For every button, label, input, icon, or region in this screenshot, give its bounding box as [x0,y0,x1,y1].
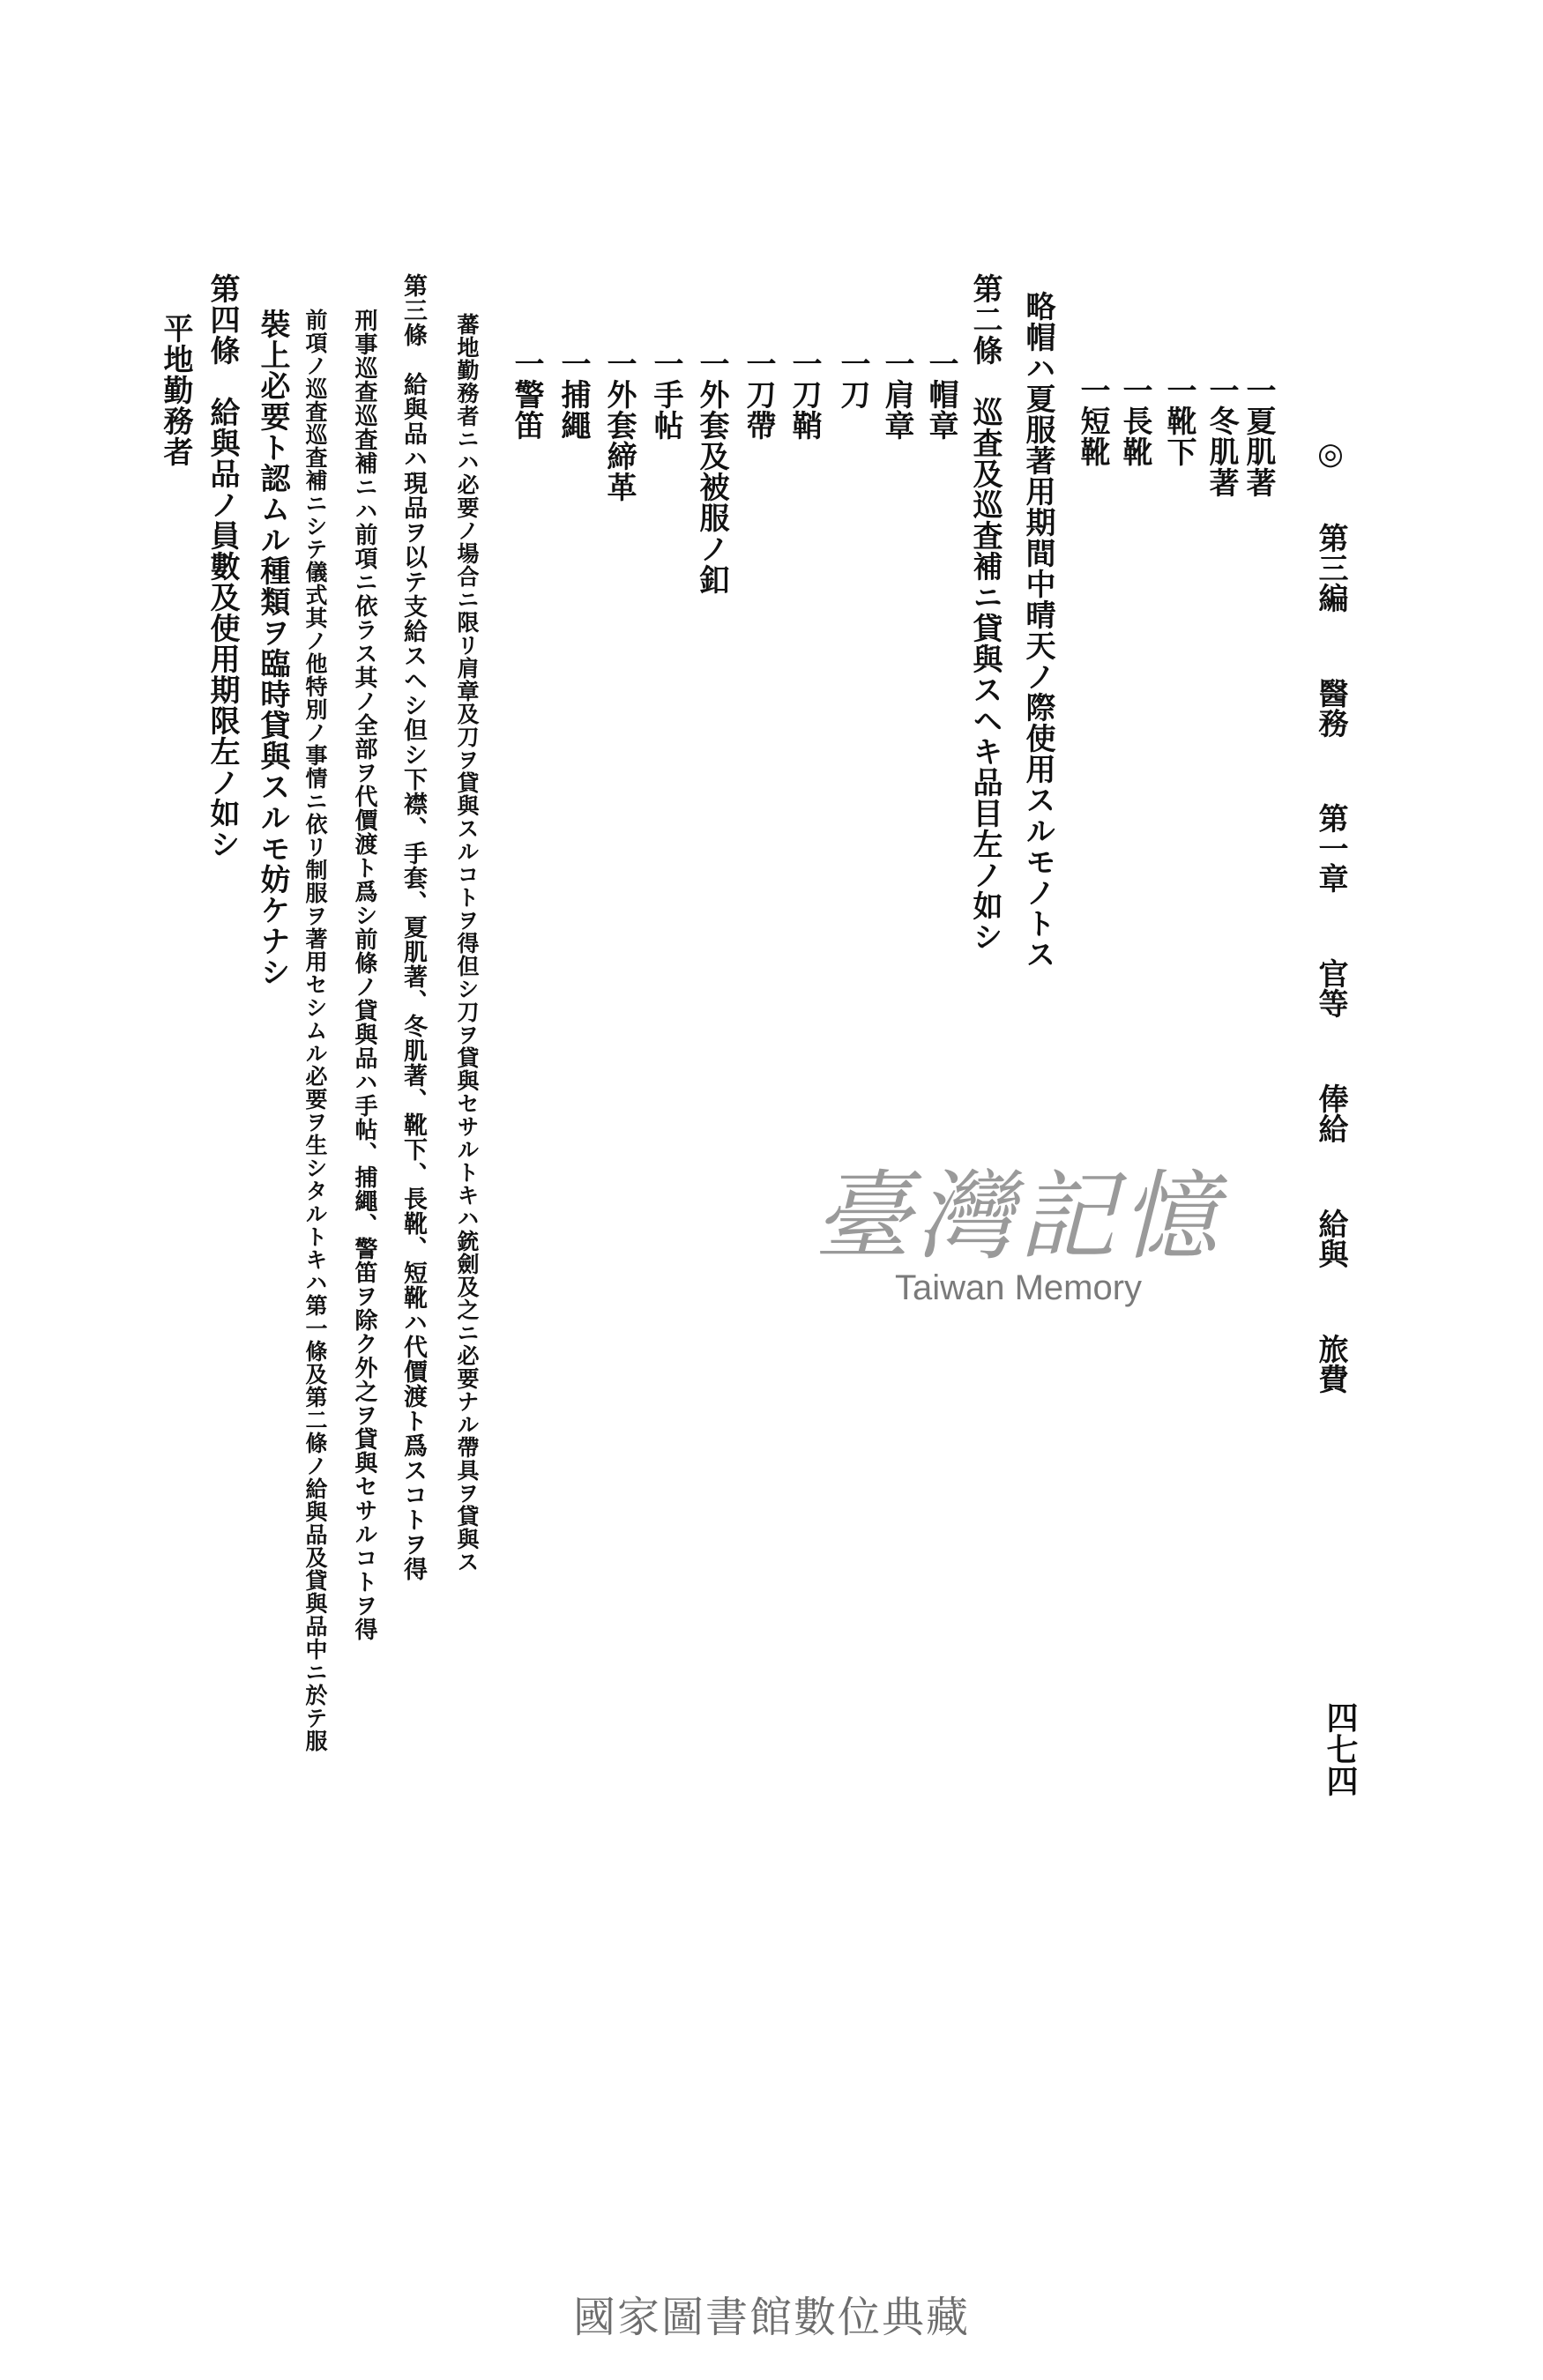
section-marker-icon: ◎ [1313,436,1348,472]
text-column: 一肩章 [879,348,914,441]
footer-credit: 國家圖書館數位典藏 [572,2293,970,2342]
page-number: 四七四 [1322,1701,1359,1796]
text-column: 一靴下 [1161,375,1196,467]
header-topic: 俸給 [1313,1083,1348,1143]
text-column: 一警笛 [509,348,544,441]
watermark-chinese: 臺灣記憶 [814,1160,1223,1273]
header-topic: 官等 [1313,958,1348,1018]
text-column: 一刀鞘 [786,348,822,441]
text-column: 一冬肌著 [1204,375,1239,498]
text-column: 一長靴 [1117,375,1152,467]
running-head [1313,436,1348,1394]
header-section: 醫務 [1313,678,1348,738]
text-column: 一捕繩 [555,348,591,441]
text-column: 前項ノ巡査巡査補ニシテ儀式其ノ他特別ノ事情ニ依リ制服ヲ著用セシムル必要ヲ生シタルトキハ第一條及第二條ノ給與品及貸與品中ニ於テ服 [302,309,328,1752]
text-column: 裝上必要ト認ムル種類ヲ臨時貸與スルモ妨ケナシ [255,309,290,987]
text-column: 第四條 給與品ノ員數及使用期限左ノ如シ [205,273,240,859]
text-column: 第二條 巡査及巡査補ニ貸與スヘキ品目左ノ如シ [967,273,1003,952]
text-column: 一帽章 [923,348,958,441]
text-column: 一外套及被服ノ釦 [694,348,729,595]
text-column: 第三條 給與品ハ現品ヲ以テ支給スヘシ但シ下襟、手套、夏肌著、冬肌著、靴下、長靴、短靴ハ代價渡ト爲スコトヲ得 [399,273,427,1581]
text-column: 平地勤務者 [158,313,193,467]
text-column: 刑事巡查巡査補ニハ前項ニ依ラス其ノ全部ヲ代價渡ト爲シ前條ノ貸與品ハ手帖、捕繩、警笛ヲ除ク外之ヲ貸與セサルコトヲ得 [351,309,377,1641]
text-column: 蕃地勤務者ニハ必要ノ場合ニ限リ肩章及刀ヲ貸與スルコトヲ得但シ刀ヲ貸與セサルトキハ銃劍及之ニ必要ナル帶具ヲ貸與ス [454,313,480,1573]
text-column: 一夏肌著 [1241,375,1276,498]
text-column: 略帽ハ夏服著用期間中晴天ノ際使用スルモノトス [1020,291,1055,970]
header-part: 第三編 [1313,523,1348,613]
text-column: 一外套締革 [601,348,637,502]
header-chapter: 第一章 [1313,803,1348,893]
text-column: 一刀 [835,348,870,410]
text-column: 一短靴 [1075,375,1110,467]
watermark [754,1160,1283,1308]
text-column: 一刀帶 [741,348,776,441]
text-column: 一手帖 [648,348,683,441]
watermark-english: Taiwan Memory [894,1268,1143,1307]
header-topic: 給與 [1313,1209,1348,1268]
header-topic: 旅費 [1313,1334,1348,1394]
